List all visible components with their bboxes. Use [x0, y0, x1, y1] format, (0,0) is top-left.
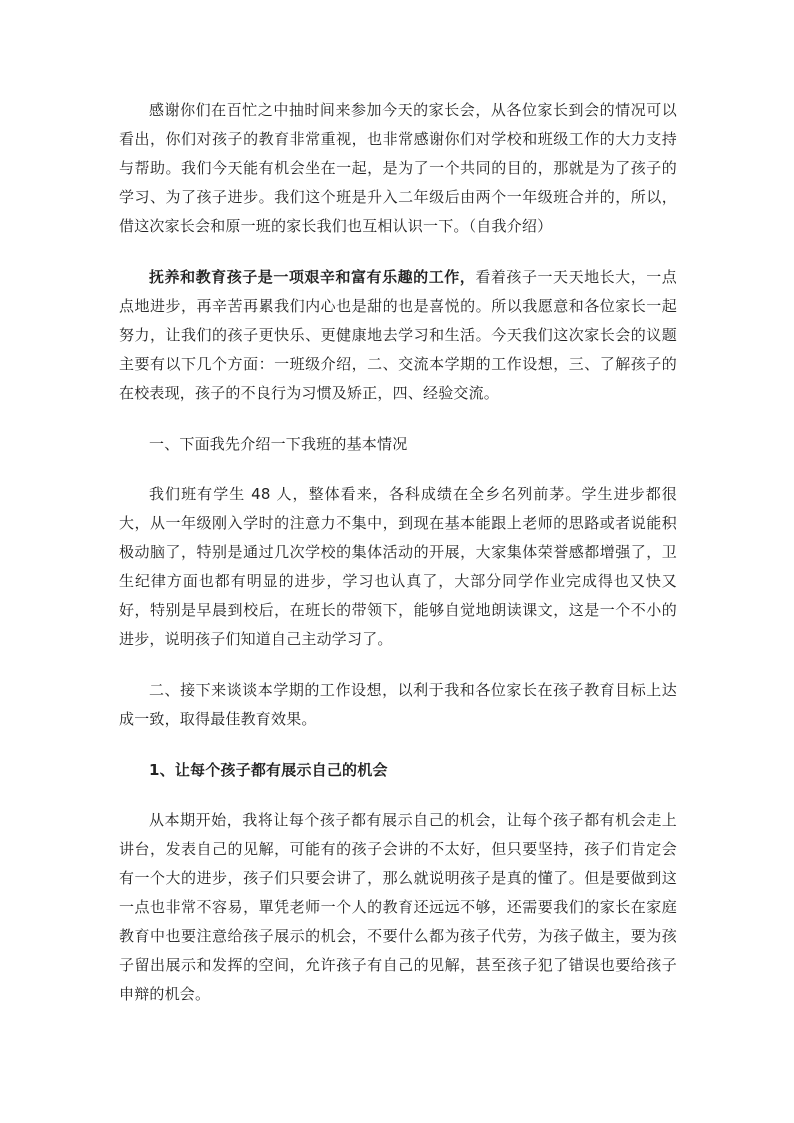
subheading-text: 1、让每个孩子都有展示自己的机会 [149, 761, 388, 779]
paragraph-agenda [119, 263, 677, 408]
document-body [119, 96, 677, 1031]
paragraph-work-plan [119, 676, 677, 734]
paragraph-bold-lead: 抚养和教育孩子是一项艰辛和富有乐趣的工作， [149, 268, 476, 286]
paragraph-class-situation [119, 480, 677, 654]
paragraph-showcase [119, 806, 677, 1009]
paragraph-text: 感谢你们在百忙之中抽时间来参加今天的家长会，从各位家长到会的情况可以看出，你们对孩子的教育非常重视，也非常感谢你们对学校和班级工作的大力支持与帮助。我们今天能有机会坐在一起，是为了一个共同的目的，那就是为了孩子的学习、为了孩子进步。我们这个班是升入二年级后由两个一年级班合并的，所以，借这次家长会和原一班的家长我们也互相认识一下。（自我介绍） [119, 101, 677, 235]
section-heading-class-intro [119, 430, 677, 459]
paragraph-text: 从本期开始，我将让每个孩子都有展示自己的机会，让每个孩子都有机会走上讲台，发表自己的见解，可能有的孩子会讲的不太好，但只要坚持，孩子们肯定会有一个大的进步，孩子们只要会讲了，那么就说明孩子是真的懂了。但是要做到这一点也非常不容易，單凭老师一个人的教育还远远不够，还需要我们的家长在家庭教育中也要注意给孩子展示的机会，不要什么都为孩子代劳，为孩子做主，要为孩子留出展示和发挥的空间，允许孩子有自己的见解，甚至孩子犯了错误也要给孩子申辩的机会。 [119, 811, 677, 1003]
paragraph-text: 二、接下来谈谈本学期的工作设想，以利于我和各位家长在孩子教育目标上达成一致，取得最佳教育效果。 [119, 681, 677, 728]
subheading-showcase [119, 756, 677, 785]
paragraph-text: 看着孩子一天天地长大，一点点地进步，再辛苦再累我们内心也是甜的也是喜悦的。所以我愿意和各位家长一起努力，让我们的孩子更快乐、更健康地去学习和生活。今天我们这次家长会的议题主要有以下几个方面：一班级介绍，二、交流本学期的工作设想，三、了解孩子的在校表现，孩子的不良行为习惯及矫正，四、经验交流。 [119, 268, 677, 402]
paragraph-text: 一、下面我先介绍一下我班的基本情况 [149, 435, 408, 453]
paragraph-opening [119, 96, 677, 241]
paragraph-text: 我们班有学生 48 人，整体看来，各科成绩在全乡名列前茅。学生进步都很大，从一年级刚入学时的注意力不集中，到现在基本能跟上老师的思路或者说能积极动脑了，特别是通过几次学校的集体活动的开展，大家集体荣誉感都增强了，卫生纪律方面也都有明显的进步，学习也认真了，大部分同学作业完成得也又快又好，特别是早晨到校后，在班长的带领下，能够自觉地朗读课文，这是一个不小的进步，说明孩子们知道自己主动学习了。 [119, 485, 677, 648]
